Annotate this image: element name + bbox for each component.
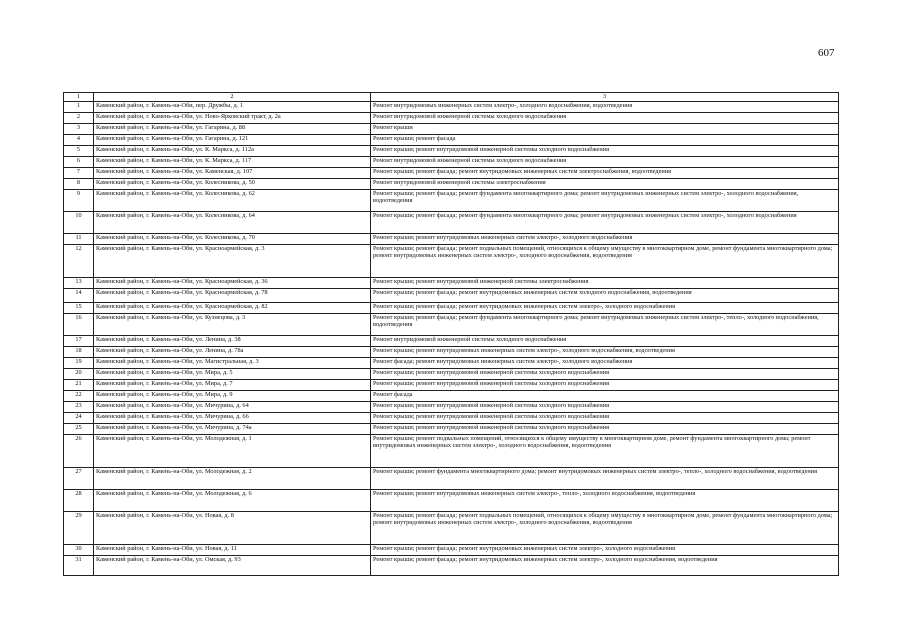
row-number-cell: 3 xyxy=(64,123,94,134)
works-cell: Ремонт крыши; ремонт внутридомовой инженерной системы холодного водоснабжения xyxy=(371,401,839,412)
table-row xyxy=(64,244,839,277)
works-cell: Ремонт внутридомовых инженерных систем электро-, холодного водоснабжения, водоотведения xyxy=(371,101,839,112)
row-number-cell: 5 xyxy=(64,145,94,156)
row-number-cell: 30 xyxy=(64,544,94,555)
row-number-cell: 26 xyxy=(64,434,94,467)
table-row xyxy=(64,134,839,145)
row-number-cell: 16 xyxy=(64,313,94,335)
address-cell: Каменский район, г. Камень-на-Оби, ул. К. Маркса, д. 117 xyxy=(94,156,371,167)
works-cell: Ремонт крыши; ремонт внутридомовых инженерных систем электро-, холодного водоснабжения xyxy=(371,233,839,244)
works-cell: Ремонт крыши; ремонт внутридомовой инженерной системы электроснабжения xyxy=(371,277,839,288)
works-cell: Ремонт крыши; ремонт фасада; ремонт фундамента многоквартирного дома; ремонт внутридомовых инженерных систем электро-, холодного водоснабжения xyxy=(371,211,839,233)
row-number-cell: 28 xyxy=(64,489,94,511)
table-row xyxy=(64,288,839,302)
table-row xyxy=(64,156,839,167)
works-cell: Ремонт крыши; ремонт фасада; ремонт внутридомовых инженерных систем холодного водоснабжения, водоотведения xyxy=(371,288,839,302)
address-cell: Каменский район, г. Камень-на-Оби, ул. Ленина, д. 78а xyxy=(94,346,371,357)
row-number-cell: 1 xyxy=(64,101,94,112)
works-cell: Ремонт крыши; ремонт внутридомовых инженерных систем электро-, тепло-, холодного водоснабжения, водоотведения xyxy=(371,489,839,511)
table-row xyxy=(64,412,839,423)
table-row xyxy=(64,302,839,313)
row-number-cell: 17 xyxy=(64,335,94,346)
works-cell: Ремонт крыши; ремонт фасада; ремонт подвальных помещений, относящихся к общему имуществу в многоквартирном доме, ремонт фундамента многоквартирного дома; ремонт внутридомовых инженерных систем электро-, холодного водоснабжения, водоотведения xyxy=(371,244,839,277)
address-cell: Каменский район, г. Камень-на-Оби, ул. Мира, д. 9 xyxy=(94,390,371,401)
row-number-cell: 27 xyxy=(64,467,94,489)
address-cell: Каменский район, г. Камень-на-Оби, ул. Кузнецова, д. 3 xyxy=(94,313,371,335)
address-cell: Каменский район, г. Камень-на-Оби, ул. Колесникова, д. 70 xyxy=(94,233,371,244)
address-cell: Каменский район, г. Камень-на-Оби, ул. Красноармейская, д. 36 xyxy=(94,277,371,288)
works-cell: Ремонт крыши; ремонт внутридомовой инженерной системы холодного водоснабжения xyxy=(371,368,839,379)
table-row xyxy=(64,233,839,244)
address-cell: Каменский район, г. Камень-на-Оби, ул. К. Маркса, д. 112а xyxy=(94,145,371,156)
address-cell: Каменский район, г. Камень-на-Оби, ул. Омская, д. 93 xyxy=(94,555,371,575)
address-cell: Каменский район, г. Камень-на-Оби, ул. Новая, д. 11 xyxy=(94,544,371,555)
row-number-cell: 25 xyxy=(64,423,94,434)
address-cell: Каменский район, г. Камень-на-Оби, ул. Молодежная, д. 6 xyxy=(94,489,371,511)
address-cell: Каменский район, г. Камень-на-Оби, ул. Мичурина, д. 74а xyxy=(94,423,371,434)
works-cell: Ремонт крыши; ремонт фасада; ремонт подвальных помещений, относящихся к общему имуществу в многоквартирном доме, ремонт фундамента многоквартирного дома; ремонт внутридомовых инженерных систем электро-, холодного водоснабжения, водоотведения xyxy=(371,511,839,544)
address-cell: Каменский район, г. Камень-на-Оби, пер. Дружбы, д. 1 xyxy=(94,101,371,112)
table-row xyxy=(64,379,839,390)
row-number-cell: 7 xyxy=(64,167,94,178)
row-number-cell: 29 xyxy=(64,511,94,544)
table-row xyxy=(64,434,839,467)
address-cell: Каменский район, г. Камень-на-Оби, ул. Гагарина, д. 88 xyxy=(94,123,371,134)
address-cell: Каменский район, г. Камень-на-Оби, ул. Красноармейская, д. 78 xyxy=(94,288,371,302)
row-number-cell: 10 xyxy=(64,211,94,233)
address-cell: Каменский район, г. Камень-на-Оби, ул. Новая, д. 8 xyxy=(94,511,371,544)
address-cell: Каменский район, г. Камень-на-Оби, ул. Молодежная, д. 2 xyxy=(94,467,371,489)
table-row xyxy=(64,489,839,511)
address-cell: Каменский район, г. Камень-на-Оби, ул. Колесникова, д. 62 xyxy=(94,189,371,211)
table-row xyxy=(64,189,839,211)
table-row xyxy=(64,544,839,555)
address-cell: Каменский район, г. Камень-на-Оби, ул. Каменская, д. 107 xyxy=(94,167,371,178)
table-row xyxy=(64,335,839,346)
table-row xyxy=(64,145,839,156)
row-number-cell: 24 xyxy=(64,412,94,423)
row-number-cell: 21 xyxy=(64,379,94,390)
table-row xyxy=(64,368,839,379)
table-row xyxy=(64,178,839,189)
works-cell: Ремонт крыши; ремонт фасада; ремонт внутридомовых инженерных систем электро-, холодного водоснабжения, водоотведения xyxy=(371,555,839,575)
row-number-cell: 19 xyxy=(64,357,94,368)
works-cell: Ремонт крыши; ремонт внутридомовой инженерной системы холодного водоснабжения xyxy=(371,145,839,156)
works-cell: Ремонт крыши; ремонт фасада; ремонт внутридомовых инженерных систем электро-, холодного водоснабжения xyxy=(371,302,839,313)
row-number-cell: 22 xyxy=(64,390,94,401)
works-cell: Ремонт крыши; ремонт внутридомовой инженерной системы холодного водоснабжения xyxy=(371,379,839,390)
row-number-cell: 4 xyxy=(64,134,94,145)
address-cell: Каменский район, г. Камень-на-Оби, ул. Красноармейская, д. 82 xyxy=(94,302,371,313)
row-number-cell: 13 xyxy=(64,277,94,288)
works-cell: Ремонт крыши; ремонт фасада; ремонт фундамента многоквартирного дома; ремонт внутридомовых инженерных систем электро-, тепло-, холодного водоснабжения, водоотведения xyxy=(371,313,839,335)
address-cell: Каменский район, г. Камень-на-Оби, ул. Мичурина, д. 66 xyxy=(94,412,371,423)
header-cell-address: 2 xyxy=(94,93,371,102)
row-number-cell: 31 xyxy=(64,555,94,575)
row-number-cell: 9 xyxy=(64,189,94,211)
table-row xyxy=(64,357,839,368)
table-row xyxy=(64,101,839,112)
table-row xyxy=(64,467,839,489)
repair-works-table xyxy=(63,92,839,576)
works-cell: Ремонт крыши; ремонт фасада; ремонт фундамента многоквартирного дома; ремонт внутридомовых инженерных систем электро-, холодного водоснабжения, водоотведения xyxy=(371,189,839,211)
table-header-row xyxy=(64,93,839,102)
row-number-cell: 8 xyxy=(64,178,94,189)
table-row xyxy=(64,390,839,401)
works-cell: Ремонт внутридомовой инженерной системы холодного водоснабжения xyxy=(371,156,839,167)
works-cell: Ремонт крыши; ремонт фасада xyxy=(371,134,839,145)
table-row xyxy=(64,346,839,357)
table-row xyxy=(64,511,839,544)
row-number-cell: 20 xyxy=(64,368,94,379)
works-cell: Ремонт крыши xyxy=(371,123,839,134)
row-number-cell: 6 xyxy=(64,156,94,167)
address-cell: Каменский район, г. Камень-на-Оби, ул. Колесникова, д. 50 xyxy=(94,178,371,189)
row-number-cell: 11 xyxy=(64,233,94,244)
works-cell: Ремонт фасада xyxy=(371,390,839,401)
header-cell-works: 3 xyxy=(371,93,839,102)
works-cell: Ремонт крыши; ремонт фундамента многоквартирного дома; ремонт внутридомовых инженерных систем электро-, тепло-, холодного водоснабжения, водоотведения xyxy=(371,467,839,489)
table-row xyxy=(64,555,839,575)
address-cell: Каменский район, г. Камень-на-Оби, ул. Гагарина, д. 121 xyxy=(94,134,371,145)
address-cell: Каменский район, г. Камень-на-Оби, ул. Молодежная, д. 1 xyxy=(94,434,371,467)
works-cell: Ремонт крыши; ремонт подвальных помещений, относящихся к общему имуществу в многоквартирном доме, ремонт фундамента многоквартирного дома; ремонт внутридомовых инженерных систем электро-, холодного водоснабжения, водоотведения xyxy=(371,434,839,467)
works-cell: Ремонт фасада; ремонт внутридомовых инженерных систем электро-, холодного водоснабжения xyxy=(371,357,839,368)
page-number: 607 xyxy=(818,47,835,59)
row-number-cell: 18 xyxy=(64,346,94,357)
address-cell: Каменский район, г. Камень-на-Оби, ул. Мира, д. 7 xyxy=(94,379,371,390)
table-row xyxy=(64,112,839,123)
table-row xyxy=(64,167,839,178)
row-number-cell: 2 xyxy=(64,112,94,123)
address-cell: Каменский район, г. Камень-на-Оби, ул. Мира, д. 5 xyxy=(94,368,371,379)
header-cell-number: 1 xyxy=(64,93,94,102)
address-cell: Каменский район, г. Камень-на-Оби, ул. Ново-Ярковский тракт, д. 2а xyxy=(94,112,371,123)
address-cell: Каменский район, г. Камень-на-Оби, ул. Колесникова, д. 64 xyxy=(94,211,371,233)
table-row xyxy=(64,277,839,288)
address-cell: Каменский район, г. Камень-на-Оби, ул. Магистральная, д. 3 xyxy=(94,357,371,368)
address-cell: Каменский район, г. Камень-на-Оби, ул. Мичурина, д. 64 xyxy=(94,401,371,412)
works-cell: Ремонт крыши; ремонт фасада; ремонт внутридомовых инженерных систем электроснабжения, водоотведения xyxy=(371,167,839,178)
address-cell: Каменский район, г. Камень-на-Оби, ул. Красноармейская, д. 3 xyxy=(94,244,371,277)
works-cell: Ремонт крыши; ремонт фасада; ремонт внутридомовых инженерных систем электро-, холодного водоснабжения xyxy=(371,544,839,555)
row-number-cell: 15 xyxy=(64,302,94,313)
row-number-cell: 14 xyxy=(64,288,94,302)
table-row xyxy=(64,423,839,434)
table-row xyxy=(64,313,839,335)
table-row xyxy=(64,211,839,233)
address-cell: Каменский район, г. Камень-на-Оби, ул. Ленина, д. 38 xyxy=(94,335,371,346)
works-cell: Ремонт крыши; ремонт внутридомовой инженерной системы холодного водоснабжения xyxy=(371,412,839,423)
row-number-cell: 23 xyxy=(64,401,94,412)
works-cell: Ремонт внутридомовой инженерной системы холодного водоснабжения xyxy=(371,335,839,346)
row-number-cell: 12 xyxy=(64,244,94,277)
table-row xyxy=(64,401,839,412)
works-cell: Ремонт крыши; ремонт внутридомовых инженерных систем электро-, холодного водоснабжения, водоотведения xyxy=(371,346,839,357)
works-cell: Ремонт внутридомовой инженерной системы холодного водоснабжения xyxy=(371,112,839,123)
works-cell: Ремонт крыши; ремонт внутридомовой инженерной системы холодного водоснабжения xyxy=(371,423,839,434)
table-row xyxy=(64,123,839,134)
works-cell: Ремонт внутридомовой инженерной системы электроснабжения xyxy=(371,178,839,189)
